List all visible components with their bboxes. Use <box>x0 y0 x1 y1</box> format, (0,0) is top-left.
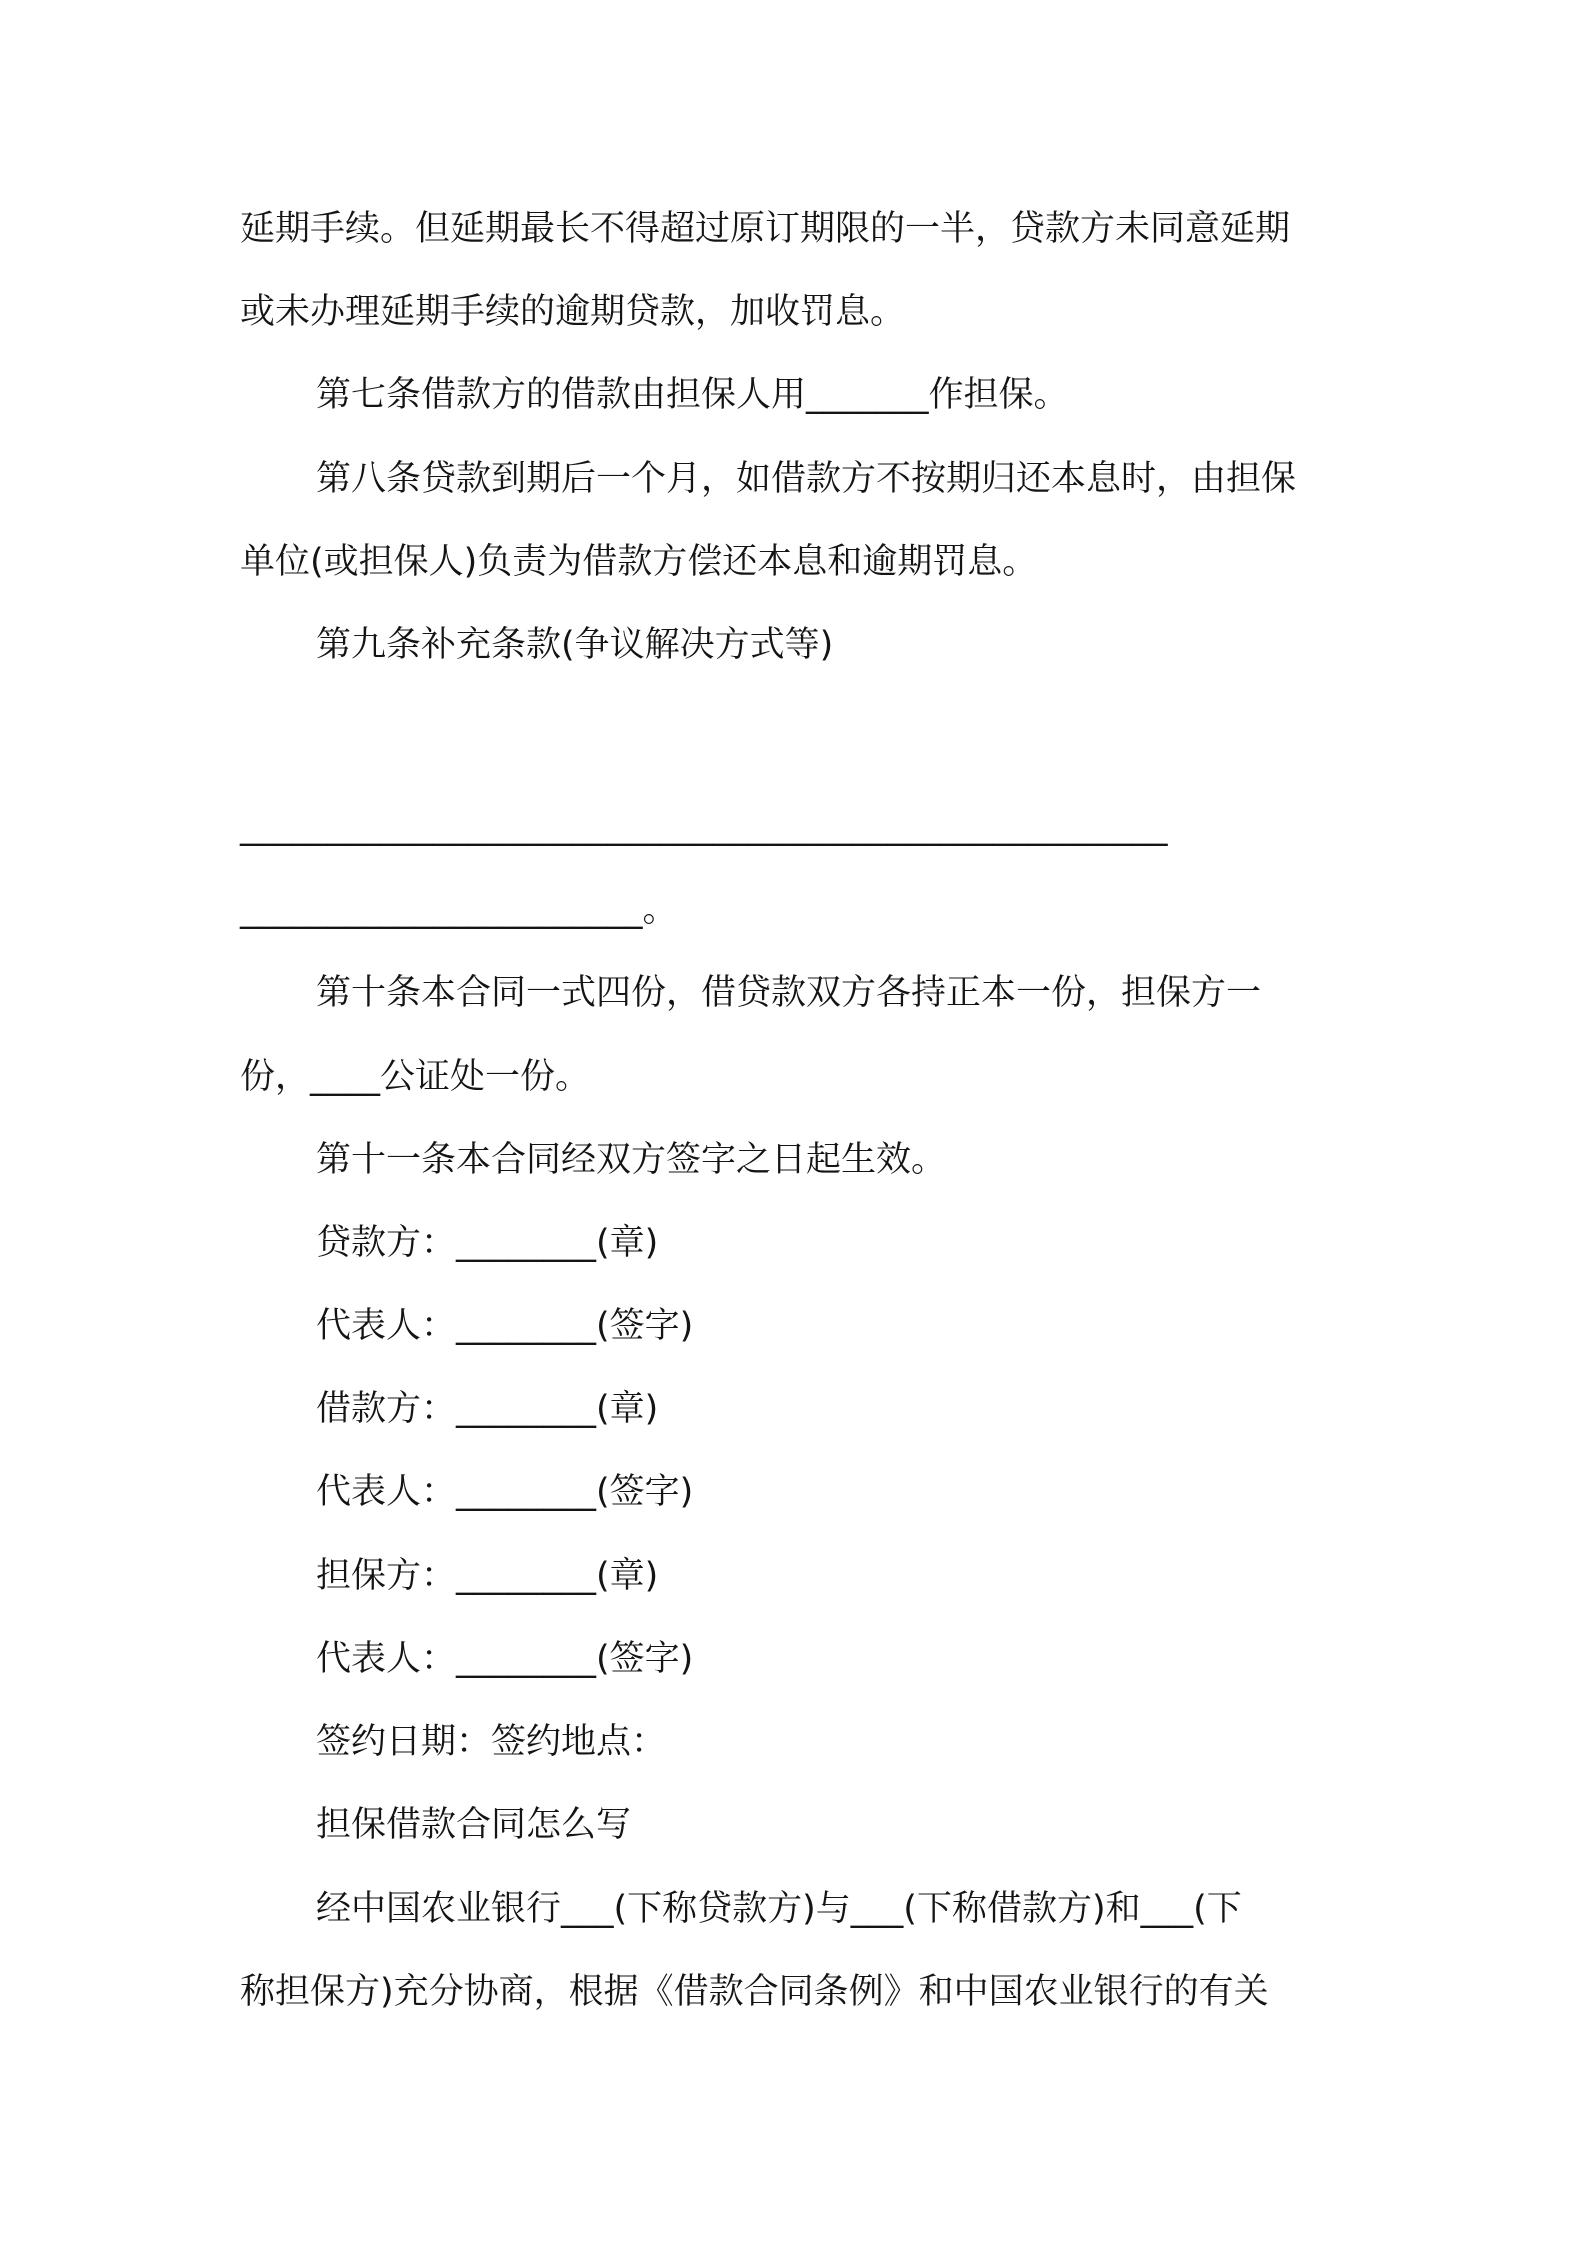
fill-in-line: _____________________________________________________ <box>240 807 1168 847</box>
signature-label: 担保方： <box>316 1556 457 1596</box>
signature-label: 借款方： <box>316 1389 457 1429</box>
signature-line-lender <box>316 1218 658 1268</box>
signature-blank: ________(章) <box>456 1389 659 1429</box>
signature-blank: ________(签字) <box>456 1472 694 1512</box>
paragraph-line: 单位(或担保人)负责为借款方偿还本息和逾期罚息。 <box>240 542 1038 582</box>
signature-line-guarantor-rep <box>316 1634 693 1684</box>
intro-paragraph-line: 经中国农业银行___(下称贷款方)与___(下称借款方)和___(下 <box>316 1889 1242 1929</box>
signature-blank: ________(章) <box>456 1223 659 1263</box>
signature-blank: ________(签字) <box>456 1306 694 1346</box>
intro-paragraph-line: 称担保方)充分协商，根据《借款合同条例》和中国农业银行的有关 <box>240 1972 1269 2012</box>
signature-label: 代表人： <box>316 1306 457 1346</box>
clause-11: 第十一条本合同经双方签字之日起生效。 <box>316 1140 947 1180</box>
section-heading: 担保借款合同怎么写 <box>316 1805 632 1845</box>
signature-label: 代表人： <box>316 1639 457 1679</box>
paragraph-line: 延期手续。但延期最长不得超过原订期限的一半，贷款方未同意延期 <box>240 209 1291 249</box>
signature-label: 贷款方： <box>316 1223 457 1263</box>
signature-blank: ________(章) <box>456 1556 659 1596</box>
signature-blank: ________(签字) <box>456 1639 694 1679</box>
clause-8: 第八条贷款到期后一个月，如借款方不按期归还本息时，由担保 <box>316 459 1297 499</box>
signature-line-borrower <box>316 1384 658 1434</box>
clause-9: 第九条补充条款(争议解决方式等) <box>316 625 834 665</box>
signature-line-lender-rep <box>316 1301 693 1351</box>
signature-line-borrower-rep <box>316 1467 693 1517</box>
signature-label: 代表人： <box>316 1472 457 1512</box>
paragraph-line: 或未办理延期手续的逾期贷款，加收罚息。 <box>240 292 906 332</box>
clause-7: 第七条借款方的借款由担保人用_______作担保。 <box>316 375 1069 415</box>
signing-date-place: 签约日期：签约地点： <box>316 1722 667 1762</box>
paragraph-line: 份，____公证处一份。 <box>240 1057 591 1097</box>
clause-10: 第十条本合同一式四份，借贷款双方各持正本一份，担保方一 <box>316 973 1262 1013</box>
fill-in-line: _______________________。 <box>240 890 678 930</box>
signature-line-guarantor <box>316 1551 658 1601</box>
